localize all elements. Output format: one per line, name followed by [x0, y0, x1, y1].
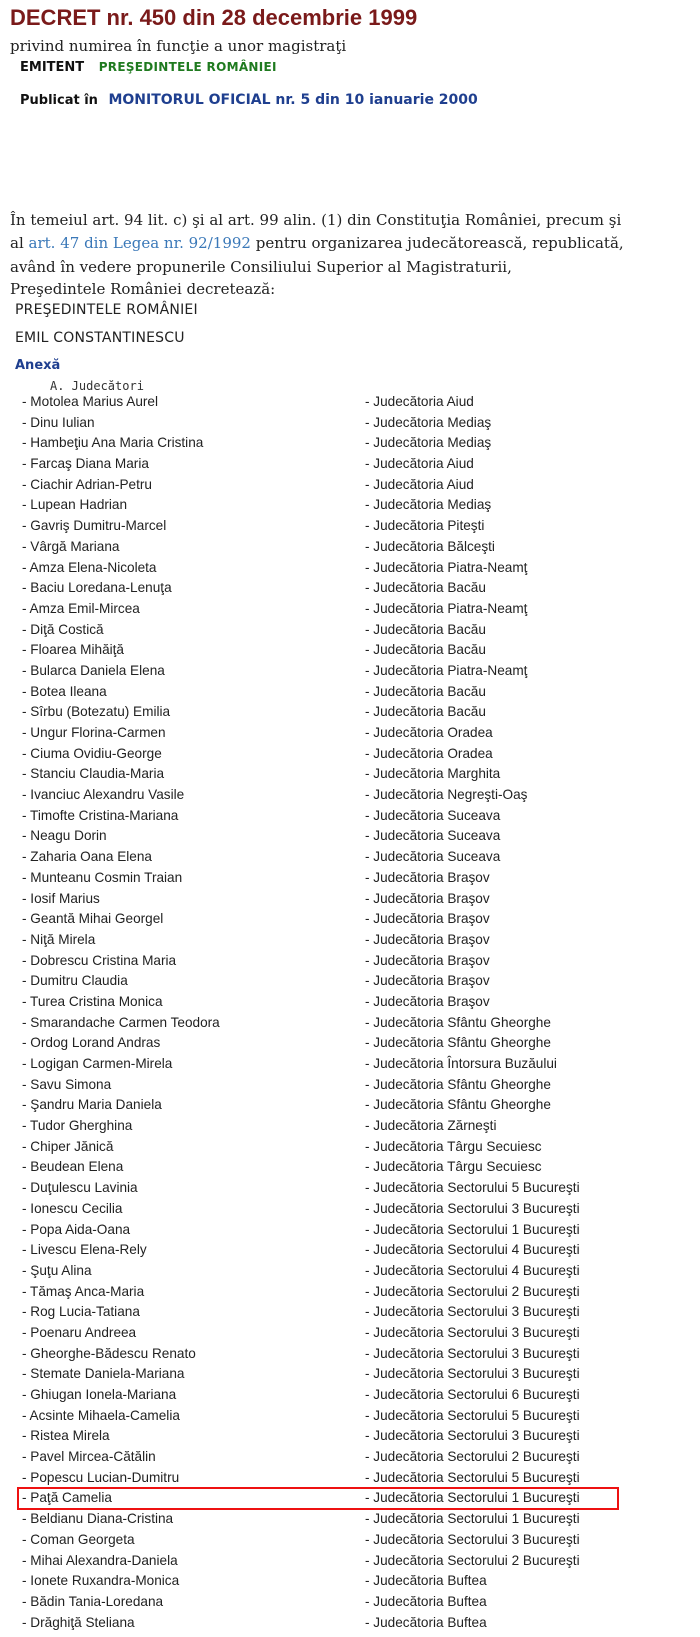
list-item [0, 1240, 700, 1261]
list-item [0, 1613, 700, 1634]
court-name: - Judecătoria Sectorului 1 Bucureşti [365, 1221, 580, 1237]
magistrate-name: - Gheorghe-Bădescu Renato [22, 1345, 196, 1361]
court-name: - Judecătoria Braşov [365, 931, 490, 947]
magistrate-name: - Timofte Cristina-Mariana [22, 807, 179, 823]
magistrate-name: - Sîrbu (Botezatu) Emilia [22, 704, 171, 720]
preamble-line-3: având în vedere propunerile Consiliului Superior al Magistraturii, [10, 258, 512, 276]
court-name: - Judecătoria Bacău [365, 621, 486, 637]
court-name: - Judecătoria Mediaş [365, 414, 492, 430]
magistrate-name: - Munteanu Cosmin Traian [22, 869, 183, 885]
magistrate-name: - Dumitru Claudia [22, 973, 128, 989]
court-name: - Judecătoria Negreşti-Oaş [365, 787, 528, 803]
court-name: - Judecătoria Întorsura Buzăului [365, 1056, 557, 1071]
court-name: - Judecătoria Bălceşti [365, 538, 495, 554]
list-item [0, 723, 700, 744]
magistrate-name: - Ungur Florina-Carmen [22, 725, 166, 740]
court-name: - Judecătoria Buftea [365, 1573, 487, 1589]
court-name: - Judecătoria Sectorului 3 Bucureşti [365, 1531, 580, 1547]
emitent-row [20, 60, 277, 75]
list-item [0, 1447, 700, 1468]
list-item [0, 1426, 700, 1447]
list-item [0, 702, 700, 723]
magistrate-name: - Chiper Jănică [22, 1138, 114, 1154]
magistrate-name: - Ionescu Cecilia [22, 1200, 123, 1216]
list-item [0, 1468, 700, 1489]
magistrate-name: - Popescu Lucian-Dumitru [22, 1469, 180, 1485]
magistrate-name: - Vârgă Mariana [22, 538, 120, 554]
court-name: - Judecătoria Marghita [365, 766, 501, 782]
magistrate-name: - Acsinte Mihaela-Camelia [22, 1407, 180, 1423]
list-item [0, 1137, 700, 1158]
emitent-label: EMITENT [20, 60, 85, 75]
publicat-row [20, 92, 478, 108]
court-name: - Judecătoria Sectorului 1 Bucureşti [365, 1511, 580, 1527]
list-item [0, 909, 700, 930]
list-item [0, 1013, 700, 1034]
annex-entries-list [0, 392, 700, 1633]
magistrate-name: - Şuţu Alina [22, 1262, 92, 1278]
list-item [0, 806, 700, 827]
court-name: - Judecătoria Sectorului 5 Bucureşti [365, 1180, 580, 1196]
list-item [0, 1406, 700, 1427]
court-name: - Judecătoria Sectorului 2 Bucureşti [365, 1449, 580, 1465]
magistrate-name: - Farcaş Diana Maria [22, 456, 149, 472]
court-name: - Judecătoria Braşov [365, 869, 490, 885]
magistrate-name: - Motolea Marius Aurel [22, 394, 158, 409]
magistrate-name: - Rog Lucia-Tatiana [22, 1304, 140, 1320]
court-name: - Judecătoria Braşov [365, 952, 490, 968]
list-item [0, 454, 700, 475]
list-item [0, 620, 700, 641]
list-item [0, 433, 700, 454]
list-item [0, 1344, 700, 1365]
emitent-link[interactable]: PREŞEDINTELE ROMÂNIEI [98, 60, 277, 74]
list-item [0, 640, 700, 661]
magistrate-name: - Savu Simona [22, 1076, 112, 1092]
list-item [0, 1364, 700, 1385]
list-item [0, 1385, 700, 1406]
magistrate-name: - Ivanciuc Alexandru Vasile [22, 787, 185, 803]
court-name: - Judecătoria Mediaş [365, 435, 492, 451]
court-name: - Judecătoria Sectorului 3 Bucureşti [365, 1200, 580, 1216]
list-item [0, 682, 700, 703]
preamble-line-4-clipped: Preşedintele României decretează: [10, 280, 276, 298]
court-name: - Judecătoria Braşov [365, 911, 490, 927]
list-item [0, 1220, 700, 1241]
list-item [0, 1282, 700, 1303]
annex-title: Anexă [15, 358, 61, 373]
list-item [0, 889, 700, 910]
court-name: - Judecătoria Suceava [365, 849, 501, 865]
magistrate-name: - Livescu Elena-Rely [22, 1242, 147, 1258]
list-item [0, 558, 700, 579]
list-item [0, 826, 700, 847]
court-name: - Judecătoria Zărneşti [365, 1118, 497, 1134]
court-name: - Judecătoria Sectorului 2 Bucureşti [365, 1283, 580, 1299]
court-name: - Judecătoria Sectorului 4 Bucureşti [365, 1262, 580, 1278]
court-name: - Judecătoria Bacău [365, 642, 486, 658]
magistrate-name: - Dinu Iulian [22, 414, 95, 430]
court-name: - Judecătoria Braşov [365, 890, 490, 906]
preamble-line-2-start: al [10, 234, 24, 252]
list-item [0, 1116, 700, 1137]
list-item [0, 578, 700, 599]
magistrate-name: - Zaharia Oana Elena [22, 849, 152, 865]
court-name: - Judecătoria Sectorului 6 Bucureşti [365, 1387, 580, 1402]
court-name: - Judecătoria Suceava [365, 828, 501, 844]
magistrate-name: - Turea Cristina Monica [22, 993, 163, 1009]
preamble-line-1: În temeiul art. 94 lit. c) şi al art. 99 alin. (1) din Constituţia României, precum şi [10, 211, 622, 229]
list-item [0, 992, 700, 1013]
publicat-label: Publicat în [20, 93, 98, 108]
magistrate-name: - Beudean Elena [22, 1159, 124, 1175]
highlighted-list-item [18, 1488, 618, 1509]
magistrate-name: - Ionete Ruxandra-Monica [22, 1573, 180, 1589]
magistrate-name: - Dobrescu Cristina Maria [22, 952, 177, 968]
signature-office: PREŞEDINTELE ROMÂNIEI [15, 302, 198, 318]
preamble-line-2 [10, 234, 700, 252]
magistrate-name: - Coman Georgeta [22, 1531, 135, 1547]
magistrate-name: - Smarandache Carmen Teodora [22, 1014, 220, 1030]
list-item [0, 1323, 700, 1344]
court-name: - Judecătoria Piteşti [365, 518, 485, 534]
court-name: - Judecătoria Mediaş [365, 497, 492, 513]
court-name: - Judecătoria Oradea [365, 725, 493, 740]
list-item [0, 785, 700, 806]
magistrate-name: - Bularca Daniela Elena [22, 662, 165, 678]
magistrate-name: - Drăghiţă Steliana [22, 1614, 135, 1630]
magistrate-name: - Popa Aida-Oana [22, 1221, 131, 1237]
magistrate-name: - Duţulescu Lavinia [22, 1180, 138, 1196]
court-name: - Judecătoria Sectorului 3 Bucureşti [365, 1304, 580, 1320]
list-item [0, 971, 700, 992]
list-item [0, 516, 700, 537]
law-article-link[interactable]: art. 47 din Legea nr. 92/1992 [28, 234, 251, 252]
court-name: - Judecătoria Buftea [365, 1593, 487, 1609]
magistrate-name: - Hambeţiu Ana Maria Cristina [22, 435, 204, 451]
court-name: - Judecătoria Sfântu Gheorghe [365, 1035, 551, 1051]
court-name: - Judecătoria Piatra-Neamţ [365, 600, 528, 616]
magistrate-name: - Ghiugan Ionela-Mariana [22, 1387, 177, 1402]
court-name: - Judecătoria Piatra-Neamţ [365, 662, 528, 678]
list-item [0, 1530, 700, 1551]
magistrate-name: - Botea Ileana [22, 683, 107, 699]
court-name: - Judecătoria Sfântu Gheorghe [365, 1014, 551, 1030]
magistrate-name: - Baciu Loredana-Lenuţa [22, 580, 172, 596]
magistrate-name: - Diţă Costică [22, 621, 104, 637]
list-item [0, 475, 700, 496]
court-name: - Judecătoria Braşov [365, 993, 490, 1009]
magistrate-name: - Stanciu Claudia-Maria [22, 766, 165, 782]
magistrate-name: - Niţă Mirela [22, 931, 96, 947]
magistrate-name: - Ordog Lorand Andras [22, 1035, 161, 1051]
list-item [0, 1551, 700, 1572]
magistrate-name: - Poenaru Andreea [22, 1324, 137, 1340]
list-item [0, 392, 700, 413]
magistrate-name: - Pavel Mircea-Cătălin [22, 1449, 156, 1465]
list-item [0, 744, 700, 765]
magistrate-name: - Lupean Hadrian [22, 497, 128, 513]
magistrate-name: - Ristea Mirela [22, 1428, 110, 1444]
magistrate-name: - Tudor Gherghina [22, 1118, 133, 1134]
court-name: - Judecătoria Sectorului 1 Bucureşti [365, 1490, 580, 1506]
list-item [0, 1033, 700, 1054]
magistrate-name: - Şandru Maria Daniela [22, 1097, 162, 1113]
list-item [0, 951, 700, 972]
court-name: - Judecătoria Sectorului 5 Bucureşti [365, 1469, 580, 1485]
magistrate-name: - Logigan Carmen-Mirela [22, 1056, 173, 1071]
list-item [0, 1261, 700, 1282]
list-item [0, 1571, 700, 1592]
list-item [0, 764, 700, 785]
court-name: - Judecătoria Suceava [365, 807, 501, 823]
court-name: - Judecătoria Sectorului 3 Bucureşti [365, 1428, 580, 1444]
list-item [0, 537, 700, 558]
magistrate-name: - Iosif Marius [22, 890, 100, 906]
signature-name: EMIL CONSTANTINESCU [15, 330, 185, 346]
magistrate-name: - Gavriş Dumitru-Marcel [22, 518, 167, 534]
court-name: - Judecătoria Oradea [365, 745, 493, 761]
list-item [0, 661, 700, 682]
magistrate-name: - Geantă Mihai Georgel [22, 911, 164, 927]
annex-section-heading: A. Judecători [50, 379, 144, 393]
court-name: - Judecătoria Bacău [365, 683, 486, 699]
court-name: - Judecătoria Sfântu Gheorghe [365, 1076, 551, 1092]
list-item [0, 1054, 700, 1075]
magistrate-name: - Tămaş Anca-Maria [22, 1283, 145, 1299]
court-name: - Judecătoria Bacău [365, 704, 486, 720]
list-item [0, 1178, 700, 1199]
list-item [0, 1592, 700, 1613]
court-name: - Judecătoria Sectorului 4 Bucureşti [365, 1242, 580, 1258]
list-item [0, 847, 700, 868]
magistrate-name: - Floarea Mihăiţă [22, 642, 124, 658]
court-name: - Judecătoria Sectorului 5 Bucureşti [365, 1407, 580, 1423]
magistrate-name: - Ciuma Ovidiu-George [22, 745, 162, 761]
list-item [0, 413, 700, 434]
court-name: - Judecătoria Piatra-Neamţ [365, 559, 528, 575]
court-name: - Judecătoria Braşov [365, 973, 490, 989]
court-name: - Judecătoria Aiud [365, 476, 474, 492]
decree-title: DECRET nr. 450 din 28 decembrie 1999 [10, 5, 418, 30]
list-item [0, 599, 700, 620]
decree-subtitle: privind numirea în funcţie a unor magistraţi [10, 37, 347, 55]
magistrate-name: - Mihai Alexandra-Daniela [22, 1552, 178, 1568]
magistrate-name: - Amza Elena-Nicoleta [22, 559, 157, 575]
court-name: - Judecătoria Sfântu Gheorghe [365, 1097, 551, 1113]
magistrate-name: - Ciachir Adrian-Petru [22, 476, 152, 492]
list-item [0, 495, 700, 516]
court-name: - Judecătoria Târgu Secuiesc [365, 1159, 542, 1175]
court-name: - Judecătoria Sectorului 3 Bucureşti [365, 1324, 580, 1340]
list-item [0, 1157, 700, 1178]
court-name: - Judecătoria Aiud [365, 456, 474, 472]
court-name: - Judecătoria Sectorului 3 Bucureşti [365, 1366, 580, 1382]
court-name: - Judecătoria Aiud [365, 394, 474, 409]
court-name: - Judecătoria Buftea [365, 1614, 487, 1630]
preamble-line-2-end: pentru organizarea judecătorească, republicată, [255, 234, 624, 252]
list-item [0, 930, 700, 951]
monitor-oficial-link[interactable]: MONITORUL OFICIAL nr. 5 din 10 ianuarie 2000 [108, 92, 478, 108]
court-name: - Judecătoria Târgu Secuiesc [365, 1138, 542, 1154]
list-item [0, 1075, 700, 1096]
court-name: - Judecătoria Sectorului 3 Bucureşti [365, 1345, 580, 1361]
magistrate-name: - Amza Emil-Mircea [22, 600, 140, 616]
magistrate-name: - Bădin Tania-Loredana [22, 1593, 164, 1609]
court-name: - Judecătoria Sectorului 2 Bucureşti [365, 1552, 580, 1568]
magistrate-name: - Paţă Camelia [22, 1490, 112, 1506]
list-item [0, 1509, 700, 1530]
magistrate-name: - Beldianu Diana-Cristina [22, 1511, 174, 1527]
list-item [0, 1199, 700, 1220]
list-item [0, 868, 700, 889]
magistrate-name: - Neagu Dorin [22, 828, 107, 844]
court-name: - Judecătoria Bacău [365, 580, 486, 596]
list-item [0, 1095, 700, 1116]
list-item [0, 1302, 700, 1323]
magistrate-name: - Stemate Daniela-Mariana [22, 1366, 185, 1382]
